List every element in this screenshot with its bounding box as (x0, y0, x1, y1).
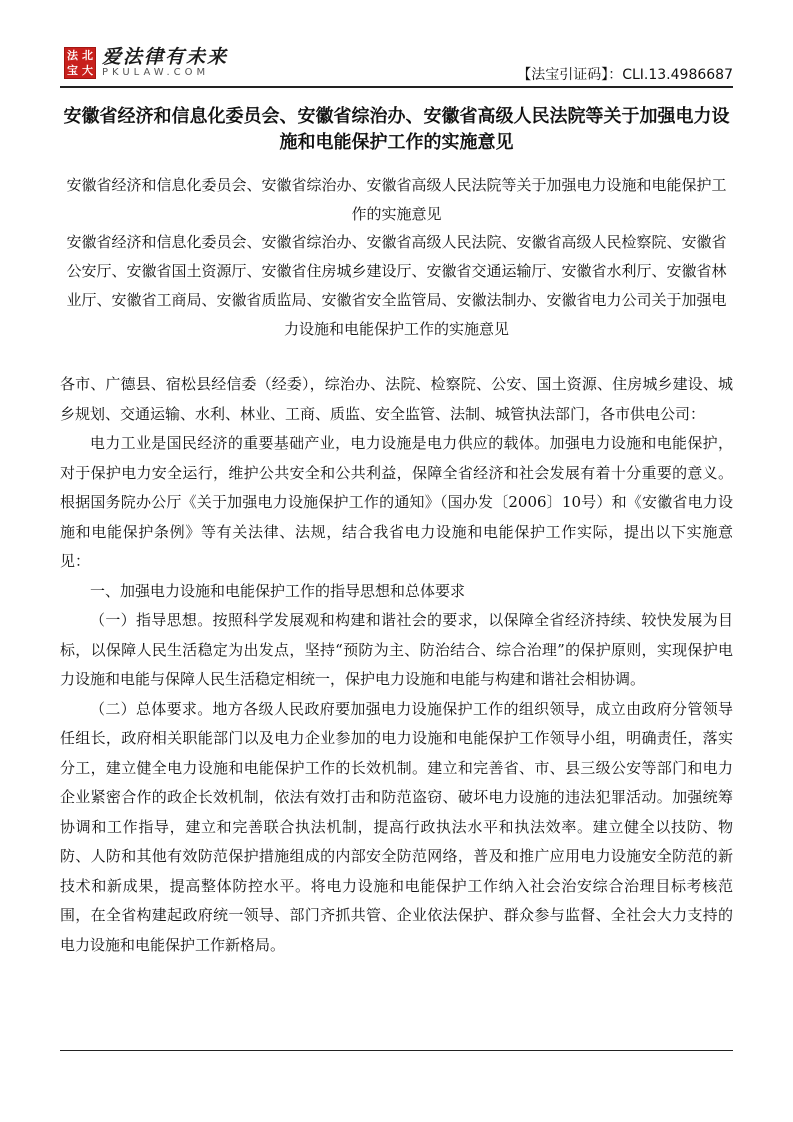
footer-divider (60, 1050, 733, 1051)
body-paragraph: 电力工业是国民经济的重要基础产业，电力设施是电力供应的载体。加强电力设施和电能保护，对于保护电力安全运行，维护公共安全和公共利益，保障全省经济和社会发展有着十分重要的意义。根据国务院办公厅《关于加强电力设施保护工作的通知》（国办发〔2006〕10号）和《安徽省电力设施和电能保护条例》等有关法律、法规，结合我省电力设施和电能保护工作实际，提出以下实施意见： (60, 434, 733, 570)
section-heading: 一、加强电力设施和电能保护工作的指导思想和总体要求 (90, 581, 466, 600)
seal-char: 宝 (67, 64, 78, 77)
brand-text (102, 47, 228, 79)
document-full-title: 安徽省经济和信息化委员会、安徽省综治办、安徽省高级人民法院、安徽省高级人民检察院、安徽省公安厅、安徽省国土资源厅、安徽省住房城乡建设厅、安徽省交通运输厅、安徽省水利厅、安徽省林业厅、安徽省工商局、安徽省质监局、安徽省安全监管局、安徽法制办、安徽省电力公司关于加强电力设施和电能保护工作的实施意见 (66, 233, 727, 338)
pkulaw-seal-icon (64, 47, 96, 79)
seal-char: 法 (67, 49, 78, 62)
document-subtitle: 安徽省经济和信息化委员会、安徽省综治办、安徽省高级人民法院等关于加强电力设施和电能保护工作的实施意见 (66, 176, 727, 223)
brand-slogan: 爱法律有未来 (102, 46, 229, 68)
document-title: 安徽省经济和信息化委员会、安徽省综治办、安徽省高级人民法院等关于加强电力设施和电能保护工作的实施意见 (63, 106, 730, 153)
seal-char: 北 (82, 49, 93, 62)
body-paragraph: （二）总体要求。地方各级人民政府要加强电力设施保护工作的组织领导，成立由政府分管领导任组长，政府相关职能部门以及电力企业参加的电力设施和电能保护工作领导小组，明确责任，落实分工，建立健全电力设施和电能保护工作的长效机制。建立和完善省、市、县三级公安等部门和电力企业紧密合作的政企长效机制，依法有效打击和防范盗窃、破坏电力设施的违法犯罪活动。加强统筹协调和工作指导，建立和完善联合执法机制，提高行政执法水平和执法效率。建立健全以技防、物防、人防和其他有效防范保护措施组成的内部安全防范网络，普及和推广应用电力设施安全防范的新技术和新成果，提高整体防控水平。将电力设施和电能保护工作纳入社会治安综合治理目标考核范围，在全省构建起政府统一领导、部门齐抓共管、企业依法保护、群众参与监督、全社会大力支持的电力设施和电能保护工作新格局。 (60, 699, 733, 954)
seal-char: 大 (82, 64, 93, 77)
body-paragraph: （一）指导思想。按照科学发展观和构建和谐社会的要求，以保障全省经济持续、较快发展为目标，以保障人民生活稳定为出发点，坚持“预防为主、防治结合、综合治理”的保护原则，实现保护电力设施和电能与保障人民生活稳定相统一，保护电力设施和电能与构建和谐社会相协调。 (60, 611, 733, 688)
document-body (60, 370, 733, 960)
addressee-paragraph: 各市、广德县、宿松县经信委（经委），综治办、法院、检察院、公安、国土资源、住房城乡建设、城乡规划、交通运输、水利、林业、工商、质监、安全监管、法制、城管执法部门，各市供电公司： (60, 375, 733, 423)
citation-code: 【法宝引证码】：CLI.13.4986687 (517, 67, 733, 83)
brand-domain: PKULAW.COM (102, 67, 210, 78)
header-divider (60, 86, 733, 88)
page-header (0, 0, 793, 92)
pkulaw-logo[interactable] (64, 46, 228, 80)
